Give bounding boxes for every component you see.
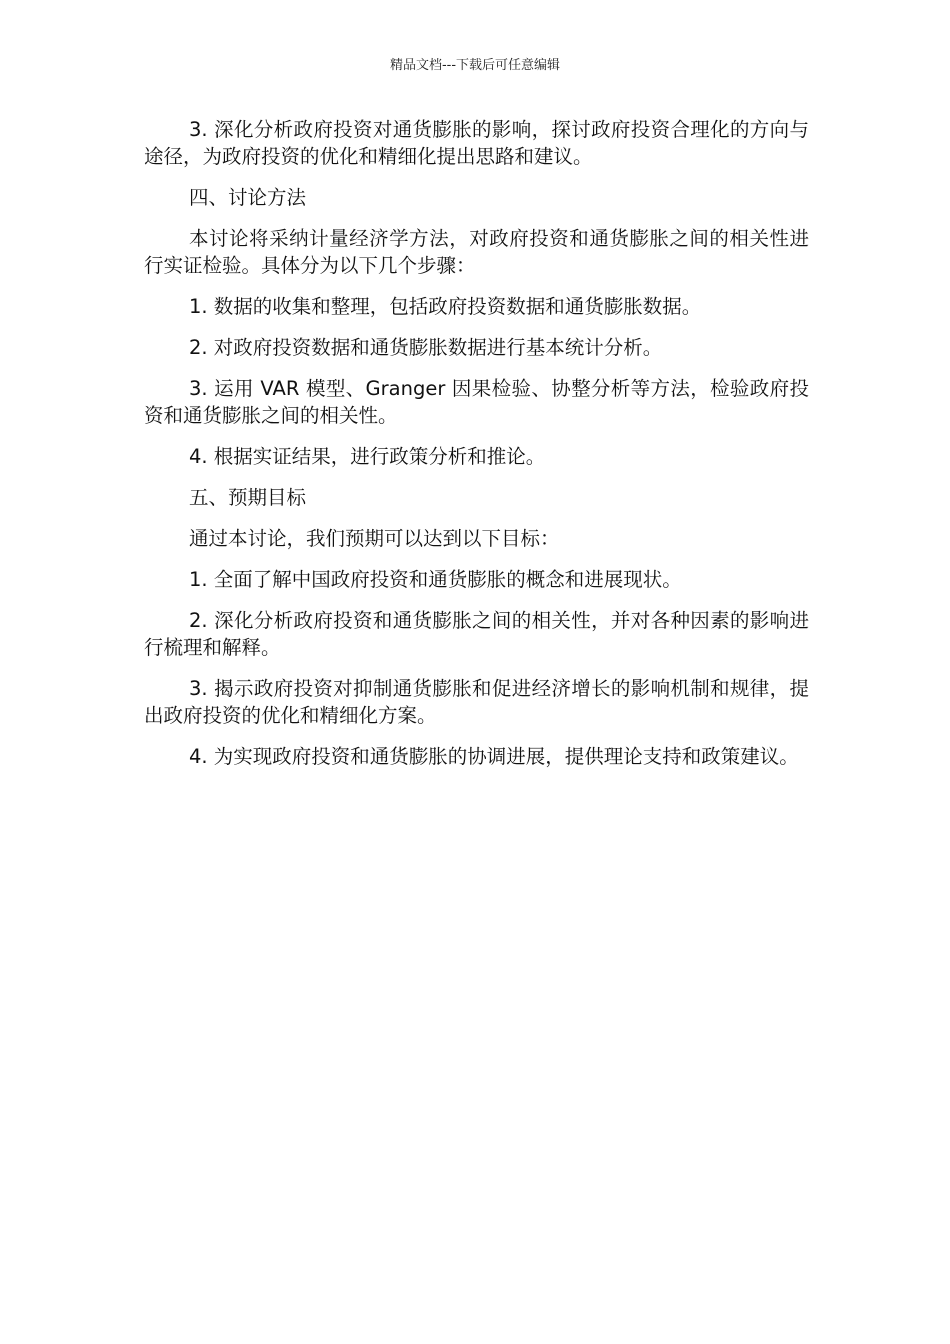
- paragraph-method-step-1: 1. 数据的收集和整理，包括政府投资数据和通货膨胀数据。: [189, 295, 702, 318]
- paragraph-goals-intro: 通过本讨论，我们预期可以达到以下目标：: [189, 527, 560, 550]
- document-body: [144, 116, 809, 784]
- section-heading-methods: 四、讨论方法: [189, 186, 307, 209]
- section-heading-expected-goals: 五、预期目标: [189, 486, 307, 509]
- page-header: 精品文档---下载后可任意编辑: [389, 58, 561, 73]
- paragraph-goal-4: 4. 为实现政府投资和通货膨胀的协调进展，提供理论支持和政策建议。: [189, 745, 799, 768]
- paragraph-objective-3: 3. 深化分析政府投资对通货膨胀的影响，探讨政府投资合理化的方向与途径，为政府投资的优化和精细化提出思路和建议。: [144, 118, 809, 168]
- paragraph-goal-3: 3. 揭示政府投资对抑制通货膨胀和促进经济增长的影响机制和规律，提出政府投资的优化和精细化方案。: [144, 677, 809, 727]
- paragraph-method-step-2: 2. 对政府投资数据和通货膨胀数据进行基本统计分析。: [189, 336, 663, 359]
- paragraph-methods-intro: 本讨论将采纳计量经济学方法，对政府投资和通货膨胀之间的相关性进行实证检验。具体分为以下几个步骤：: [144, 227, 809, 277]
- paragraph-goal-2: 2. 深化分析政府投资和通货膨胀之间的相关性，并对各种因素的影响进行梳理和解释。: [144, 609, 809, 659]
- paragraph-method-step-3: 3. 运用 VAR 模型、Granger 因果检验、协整分析等方法，检验政府投资和通货膨胀之间的相关性。: [144, 377, 809, 427]
- paragraph-method-step-4: 4. 根据实证结果，进行政策分析和推论。: [189, 445, 546, 468]
- paragraph-goal-1: 1. 全面了解中国政府投资和通货膨胀的概念和进展现状。: [189, 568, 682, 591]
